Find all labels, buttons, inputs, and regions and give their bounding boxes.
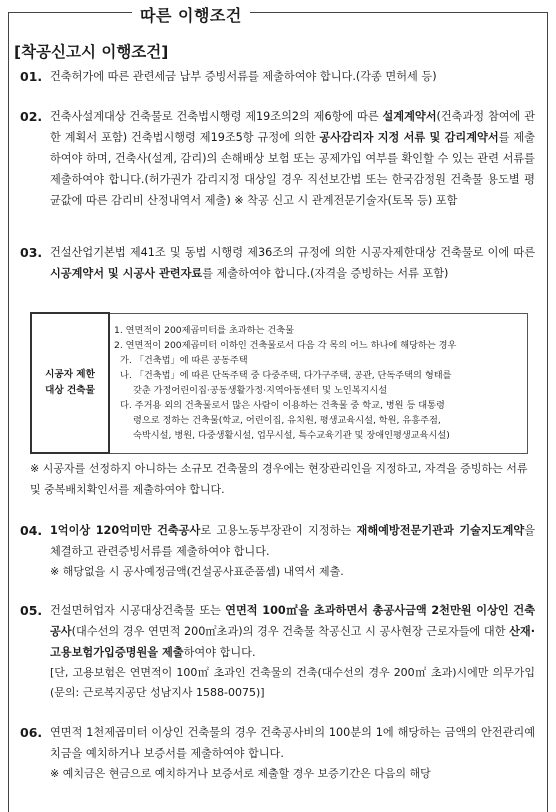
item-text: 건축허가에 따른 관련세금 납부 증빙서류를 제출하여야 합니다.(각종 면허세 등) bbox=[50, 70, 437, 83]
item-text: 연면적 1천제곱미터 이상인 건축물의 경우 건축공사비의 100분의 1에 해당하는 금액의 안전관리예치금을 예치하거나 보증서를 제출하여야 합니다. bbox=[50, 726, 535, 760]
item-05 bbox=[20, 600, 535, 703]
item-text: 로 고용노동부장관이 지정하는 bbox=[200, 524, 357, 537]
emphasized-text: 산재·고용보험가입증명원을 제출 bbox=[50, 625, 535, 659]
item-note: ※ 예치금은 현금으로 예치하거나 보증서로 제출할 경우 보증기간은 다음의 해당 bbox=[50, 767, 431, 780]
item-text: (건축과정 참여에 관한 계획서 포함) 건축법시행령 제19조5항 규정에 의한 bbox=[50, 110, 536, 144]
item-body bbox=[50, 66, 535, 87]
table-note bbox=[30, 458, 530, 500]
item-note: [단, 고용보험은 연면적이 100㎡ 초과인 건축물의 건축(대수선의 경우 200㎡ 초과)시에만 의무가입(문의: 근로복지공단 성남지사 1588-0075)] bbox=[50, 666, 535, 699]
item-body bbox=[50, 242, 535, 284]
item-number: 05. bbox=[20, 603, 43, 618]
item-note: ※ 해당없을 시 공사예정금액(건설공사표준품셈) 내역서 제출. bbox=[50, 565, 344, 578]
table-header-text: 시공자 제한 대상 건축물 bbox=[45, 369, 95, 396]
table-line: 갖춘 가정어린이집·공동생활가정·지역아동센터 및 노인복지시설 bbox=[133, 385, 388, 396]
item-number: 01. bbox=[20, 69, 43, 84]
emphasized-text: 1억이상 120억미만 건축공사 bbox=[50, 524, 201, 537]
table-line: 나. 「건축법」에 따른 단독주택 중 다중주택, 다가구주택, 공관, 단독주택의 형태를 bbox=[120, 370, 452, 381]
item-text: 을 체결하고 관련증빙서류를 제출하여야 합니다. bbox=[50, 524, 535, 558]
item-text: (대수선의 경우 연면적 200㎡초과)의 경우 건축물 착공신고 시 공사현장 근로자들에 대한 bbox=[71, 625, 510, 638]
table-line: 1. 연면적이 200제곱미터를 초과하는 건축물 bbox=[114, 325, 294, 336]
table-line: 령으로 정하는 건축물(학교, 어린이집, 유치원, 평생교육시설, 학원, 유흥주점, bbox=[133, 415, 441, 426]
item-06 bbox=[20, 722, 535, 784]
item-number: 03. bbox=[20, 245, 43, 260]
item-text: 건축사설계대상 건축물로 건축법시행령 제19조의2의 제6항에 따른 bbox=[50, 110, 383, 123]
item-number: 02. bbox=[20, 109, 43, 124]
emphasized-text: 공사감리자 지정 서류 및 감리계약서 bbox=[319, 131, 499, 144]
table-line: 다. 주거용 외의 건축물로서 많은 사람이 이용하는 건축물 중 학교, 병원 등 대통령 bbox=[120, 400, 445, 411]
item-number: 06. bbox=[20, 725, 43, 740]
item-text: 하여야 합니다. bbox=[183, 646, 256, 659]
item-01 bbox=[20, 66, 535, 87]
emphasized-text: 연면적 100㎡을 초과하면서 총공사금액 2천만원 이상인 건축공사 bbox=[50, 604, 535, 638]
item-number: 04. bbox=[20, 523, 43, 538]
item-body bbox=[50, 520, 535, 582]
subheading: [착공신고시 이행조건] bbox=[14, 43, 169, 61]
table-line: 숙박시설, 병원, 다중생활시설, 업무시설, 특수교육기관 및 장애인평생교육시설) bbox=[133, 430, 450, 441]
item-text: 를 제출하여야 합니다.(자격을 증빙하는 서류 포함) bbox=[202, 267, 449, 280]
item-02 bbox=[20, 106, 535, 211]
emphasized-text: 설계계약서 bbox=[382, 110, 437, 123]
section-title: 따른 이행조건 bbox=[132, 3, 250, 26]
item-body bbox=[50, 106, 535, 211]
item-text: 건설산업기본법 제41조 및 동법 시행령 제36조의 규정에 의한 시공자제한대상 건축물로 이에 따른 bbox=[50, 246, 535, 259]
table-line: 2. 연면적이 200제곱미터 이하인 건축물로서 다음 각 목의 어느 하나에 해당하는 경우 bbox=[114, 340, 457, 351]
item-text: 건설면허업자 시공대상건축물 또는 bbox=[50, 604, 226, 617]
item-text: 를 제출하여야 하며, 건축사(설계, 감리)의 손해배상 보험 또는 공제가입 여부를 확인할 수 있는 관련 서류를 제출하여야 합니다.(허가권가 감리지정 대상일 경우 직선보간법 또는 한국감정원 건축물 용도별 평균값에 따른 감리비 산정내역서 제출) ※ 착공 신고 시 관계전문기술자(토목 등) 포함 bbox=[50, 131, 535, 207]
item-body bbox=[50, 722, 535, 784]
emphasized-text: 재해예방전문기관과 기술지도계약 bbox=[356, 524, 525, 537]
table-note-text: ※ 시공자를 선정하지 아니하는 소규모 건축물의 경우에는 현장관리인을 지정하고, 자격을 증빙하는 서류 및 중복배치확인서를 제출하여야 합니다. bbox=[30, 462, 528, 496]
item-03 bbox=[20, 242, 535, 284]
emphasized-text: 시공계약서 및 시공사 관련자료 bbox=[50, 267, 203, 280]
item-body bbox=[50, 600, 535, 703]
table-header bbox=[31, 313, 109, 453]
table-line: 가. 「건축법」에 따른 공동주택 bbox=[120, 355, 248, 366]
item-04 bbox=[20, 520, 535, 582]
table-body bbox=[109, 313, 528, 453]
contractor-restriction-table bbox=[30, 312, 528, 454]
